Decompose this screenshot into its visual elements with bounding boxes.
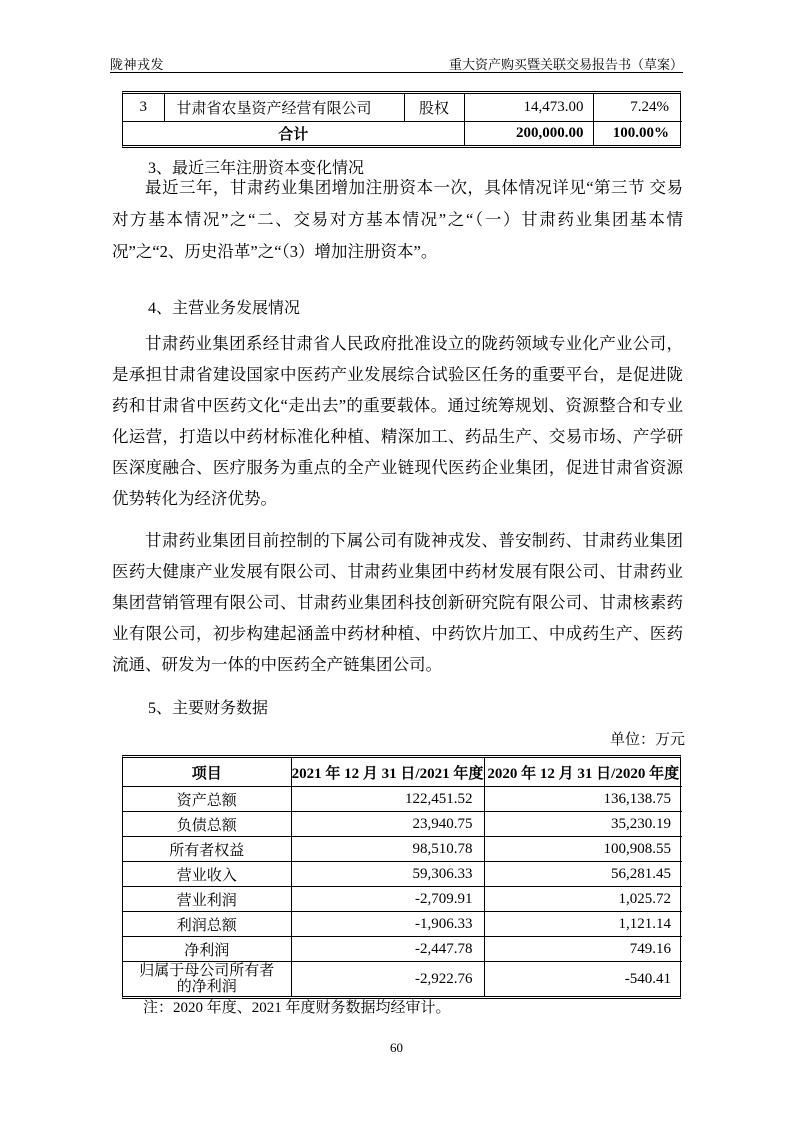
table-header-row xyxy=(123,758,682,787)
table-row xyxy=(123,962,682,997)
section-heading-3: 3、最近三年注册资本变化情况 xyxy=(148,160,365,177)
section-3-paragraph: 最近三年，甘肃药业集团增加注册资本一次，具体情况详见“第三节 交易对方基本情况”之“二、交易对方基本情况”之“（一）甘肃药业集团基本情况”之“2、历史沿革”之“（3）增加注册资本”。 xyxy=(112,178,683,261)
item-label: 负债总额 xyxy=(123,812,291,837)
value-2020: 1,121.14 xyxy=(484,912,682,937)
value-2020: 100,908.55 xyxy=(484,837,682,862)
value-2020: 1,025.72 xyxy=(484,887,682,912)
value-2020: 35,230.19 xyxy=(484,812,682,837)
value-2021: -2,709.91 xyxy=(291,887,484,912)
contribution-type: 股权 xyxy=(404,94,464,122)
shareholder-table xyxy=(122,91,681,148)
value-2020: 749.16 xyxy=(484,937,682,962)
table-row xyxy=(123,837,682,862)
total-label: 合计 xyxy=(123,122,464,146)
table-footnote: 注：2020 年度、2021 年度财务数据均经审计。 xyxy=(143,1000,451,1016)
unit-label: 单位：万元 xyxy=(609,732,685,748)
table-row xyxy=(123,94,682,122)
value-2020: 136,138.75 xyxy=(484,787,682,812)
item-label: 营业利润 xyxy=(123,887,291,912)
table-row xyxy=(123,787,682,812)
item-label: 所有者权益 xyxy=(123,837,291,862)
table-row xyxy=(123,887,682,912)
table-total-row xyxy=(123,122,682,146)
value-2021: -2,922.76 xyxy=(291,962,484,997)
section-heading-4: 4、主营业务发展情况 xyxy=(148,300,301,317)
value-2020: -540.41 xyxy=(484,962,682,997)
item-label: 净利润 xyxy=(123,937,291,962)
header-report-title: 重大资产购买暨关联交易报告书（草案） xyxy=(448,57,683,72)
value-2021: -2,447.78 xyxy=(291,937,484,962)
value-2020: 56,281.45 xyxy=(484,862,682,887)
page-number: 60 xyxy=(390,1040,403,1055)
value-2021: 59,306.33 xyxy=(291,862,484,887)
row-index: 3 xyxy=(123,94,164,122)
table-row xyxy=(123,937,682,962)
item-label: 营业收入 xyxy=(123,862,291,887)
section-heading-5: 5、主要财务数据 xyxy=(148,700,269,717)
item-label: 资产总额 xyxy=(123,787,291,812)
table-row xyxy=(123,912,682,937)
value-2021: 23,940.75 xyxy=(291,812,484,837)
value-2021: -1,906.33 xyxy=(291,912,484,937)
total-amount: 200,000.00 xyxy=(464,122,593,146)
table-row xyxy=(123,812,682,837)
value-2021: 122,451.52 xyxy=(291,787,484,812)
table-row xyxy=(123,862,682,887)
item-label: 利润总额 xyxy=(123,912,291,937)
header-company-name: 陇神戎发 xyxy=(110,57,165,72)
column-header-2021: 2021 年 12 月 31 日/2021 年度 xyxy=(291,758,484,787)
contribution-amount: 14,473.00 xyxy=(464,94,593,122)
column-header-2020: 2020 年 12 月 31 日/2020 年度 xyxy=(484,758,682,787)
section-4-paragraph-2: 甘肃药业集团目前控制的下属公司有陇神戎发、普安制药、甘肃药业集团医药大健康产业发展有限公司、甘肃药业集团中药材发展有限公司、甘肃药业集团营销管理有限公司、甘肃药业集团科技创新研究院有限公司、甘肃核素药业有限公司，初步构建起涵盖中药材种植、中药饮片加工、中成药生产、医药流通、研发为一体的中医药全产链集团公司。 xyxy=(112,531,683,674)
value-2021: 98,510.78 xyxy=(291,837,484,862)
total-percent: 100.00% xyxy=(593,122,682,146)
section-4-paragraph-1: 甘肃药业集团系经甘肃省人民政府批准设立的陇药领域专业化产业公司，是承担甘肃省建设国家中医药产业发展综合试验区任务的重要平台，是促进陇药和甘肃省中医药文化“走出去”的重要载体。通过统筹规划、资源整合和专业化运营，打造以中药材标准化种植、精深加工、药品生产、交易市场、产学研医深度融合、医疗服务为重点的全产业链现代医药企业集团，促进甘肃省资源优势转化为经济优势。 xyxy=(112,334,683,508)
contribution-percent: 7.24% xyxy=(593,94,682,122)
column-header-item: 项目 xyxy=(123,758,291,787)
shareholder-name: 甘肃省农垦资产经营有限公司 xyxy=(164,94,404,122)
financial-data-table xyxy=(122,755,681,999)
header-rule xyxy=(110,72,683,73)
item-label: 归属于母公司所有者的净利润 xyxy=(123,962,291,997)
